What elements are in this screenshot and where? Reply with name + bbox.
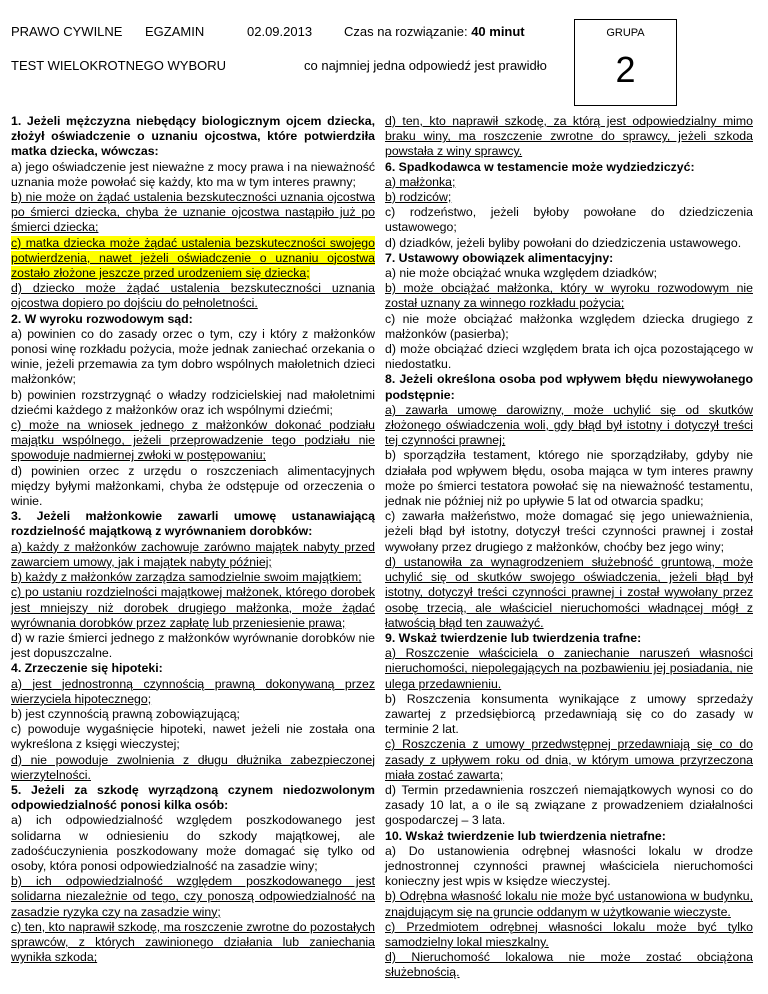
answer-option	[385, 190, 753, 205]
answer-option	[385, 342, 753, 372]
answer-option	[385, 844, 753, 890]
answer-option	[385, 205, 753, 235]
answer-label: b) nie może on żądać ustalenia bezskuteczności uznania ojcostwa po śmierci dziecka, chyba że uznanie ojcostwa nastąpiło już po śmierci dziecka;	[11, 190, 375, 235]
answer-label: a) jest jednostronną czynnością prawną dokonywaną przez wierzyciela hipotecznego;	[11, 676, 375, 706]
answer-label: a) ich odpowiedzialność względem poszkodowanego jest solidarna w odniesieniu do szkody majątkowej, ale zadośćuczynienia poszkodowany może domagać się tylko od osoby, która ponosi odpowiedzialność na zasadzie winy;	[11, 813, 375, 873]
answer-option	[11, 631, 375, 661]
answer-option	[11, 540, 375, 570]
question-text	[385, 631, 753, 646]
answer-option	[11, 464, 375, 510]
answer-label: b) Odrębna własność lokalu nie może być ustanowiona w budynku, znajdującym się na gruncie oddanym w użytkowanie wieczyste.	[385, 889, 753, 919]
answer-option	[385, 646, 753, 692]
answer-option	[385, 403, 753, 449]
answer-option	[11, 327, 375, 388]
answer-option	[11, 585, 375, 631]
answer-option	[385, 555, 753, 631]
course-title: PRAWO CYWILNE	[11, 24, 123, 39]
question-text	[385, 251, 753, 266]
answer-label: c) może na wniosek jednego z małżonków dokonać podziału majątku wspólnego, jeżeli przeprowadzenie tego podziału nie spowoduje nadmiernej zwłoki w postępowaniu;	[11, 418, 375, 463]
answer-label: b) powinien rozstrzygnąć o władzy rodzicielskiej nad małoletnimi dziećmi każdego z małżonków oraz ich wspólnymi dziećmi;	[11, 387, 375, 417]
group-number: 2	[615, 49, 636, 90]
question-label: 2. W wyroku rozwodowym sąd:	[11, 311, 193, 326]
answer-label: d) powinien orzec z urzędu o roszczeniach alimentacyjnych między byłymi małżonkami, chyba że odstępuje od orzeczenia o winie.	[11, 463, 375, 509]
answer-label: c) powoduje wygaśnięcie hipoteki, nawet jeżeli nie została ona wykreślona z księgi wieczystej;	[11, 722, 375, 752]
answer-label: b) jest czynnością prawną zobowiązującą;	[11, 706, 240, 721]
answer-label: c) nie może obciążać małżonka względem dziecka drugiego z małżonków (pasierba);	[385, 311, 753, 341]
answer-label: c) zawarła małżeństwo, może domagać się jego unieważnienia, jeżeli błąd był istotny, dotyczył treści czynności prawnej i został wywołany przez drugiego z małżonków, choćby bez jego winy;	[385, 509, 753, 554]
answer-label: d) nie powoduje zwolnienia z długu dłużnika zabezpieczonej wierzytelności.	[11, 752, 375, 782]
right-column	[385, 114, 753, 981]
answer-label: d) w razie śmierci jednego z małżonków wyrównanie dorobków nie jest dopuszczalne.	[11, 630, 375, 661]
question-label: 5. Jeżeli za szkodę wyrządzoną czynem niedozwolonym odpowiedzialność ponosi kilka osób:	[11, 782, 375, 813]
question-label: 3. Jeżeli małżonkowie zawarli umowę ustanawiającą rozdzielność majątkową z wyrównaniem dorobków:	[11, 509, 375, 539]
answer-option	[11, 753, 375, 783]
answer-option	[385, 783, 753, 829]
question-label: 1. Jeżeli mężczyzna niebędący biologicznym ojcem dziecka, złożył oświadczenie o uznaniu ojcostwa, które potwierdziła matka dziecka, wówczas:	[11, 114, 375, 159]
answer-label: d) Nieruchomość lokalowa nie może zostać obciążona służebnością.	[385, 950, 753, 980]
question-label: 7. Ustawowy obowiązek alimentacyjny:	[385, 250, 614, 265]
answer-label: d) dziadków, jeżeli byliby powołani do dziedziczenia ustawowego.	[385, 235, 742, 250]
answer-label: a) zawarła umowę darowizny, może uchylić się od skutków złożonego oświadczenia woli, gdy błąd był istotny i dotyczył treści tej czynności prawnej;	[385, 402, 753, 448]
answer-label: c) rodzeństwo, jeżeli byłoby powołane do dziedziczenia ustawowego;	[385, 205, 753, 235]
answer-option	[385, 114, 753, 160]
answer-option	[11, 160, 375, 190]
answer-option	[11, 813, 375, 874]
answer-label: d) Termin przedawnienia roszczeń niemajątkowych wynosi co do zasady 10 lat, a o ile są związane z prowadzeniem działalności gospodarczej – 3 lata.	[385, 782, 753, 828]
time-value: 40 minut	[471, 24, 525, 39]
answer-option	[385, 692, 753, 738]
answer-label: a) nie może obciążać wnuka względem dziadków;	[385, 266, 658, 281]
exam-label: EGZAMIN	[145, 24, 205, 39]
question-text	[385, 160, 753, 175]
answer-label: d) ustanowiła za wynagrodzeniem służebność gruntową, może uchylić się od skutków swojego oświadczenia, jeżeli błąd był istotny, dotyczył treści czynności prawnej i został wywołany przez osobę trzecią, ale właściciel nieruchomości władnącej mógł z łatwością błąd ten zauważyć.	[385, 554, 753, 630]
answer-option	[385, 175, 753, 190]
answer-option	[11, 418, 375, 464]
question-text	[11, 661, 375, 676]
question-text	[11, 783, 375, 813]
answer-option	[385, 950, 753, 980]
answer-option	[385, 266, 753, 281]
question-text	[385, 372, 753, 402]
answer-label: a) Do ustanowienia odrębnej własności lokalu w drodze jednostronnej czynności prawnej właściciela nieruchomości konieczny jest wpis w księdze wieczystej.	[385, 843, 753, 889]
answer-option	[385, 312, 753, 342]
question-label: 9. Wskaż twierdzenie lub twierdzenia trafne:	[385, 630, 642, 645]
answer-option	[11, 874, 375, 920]
answer-label: b) rodziców;	[385, 190, 452, 205]
question-text	[11, 509, 375, 539]
answer-option	[11, 190, 375, 236]
answer-label: a) każdy z małżonków zachowuje zarówno majątek nabyty przed zawarciem umowy, jak i majątek nabyty później;	[11, 539, 375, 569]
group-label: GRUPA	[606, 27, 645, 39]
left-column	[11, 114, 375, 965]
answer-label: c) ten, kto naprawił szkodę, ma roszczenie zwrotne do pozostałych sprawców, z których zawinionego działania lub zaniechania wynikła szkoda;	[11, 919, 375, 965]
answer-label: d) może obciążać dzieci względem brata ich ojca pozostającego w niedostatku.	[385, 342, 753, 372]
answer-note: co najmniej jedna odpowiedź jest prawidło	[304, 58, 547, 73]
answer-label: a) małżonka;	[385, 174, 456, 189]
question-text	[11, 114, 375, 160]
answer-label: a) jego oświadczenie jest nieważne z mocy prawa i na nieważność uznania może powołać się każdy, kto ma w tym interes prawny;	[11, 159, 375, 189]
answer-option	[385, 236, 753, 251]
answer-label: d) dziecko może żądać ustalenia bezskuteczności uznania ojcostwa dopiero po dojściu do pełnoletności.	[11, 281, 375, 311]
answer-option	[11, 388, 375, 418]
answer-label: c) Roszczenia z umowy przedwstępnej przedawniają się co do zasady z upływem roku od dnia, w którym umowa przyrzeczona miała zostać zawarta;	[385, 737, 753, 782]
question-label: 6. Spadkodawca w testamencie może wydziedziczyć:	[385, 159, 695, 174]
group-box	[574, 19, 677, 106]
answer-label: a) powinien co do zasady orzec o tym, czy i który z małżonków ponosi winę rozkładu pożycia, może jednak zaniechać orzekania o winie, jeżeli przemawia za tym dobro wspólnych małoletnich dzieci małżonków;	[11, 326, 375, 387]
answer-label: c) po ustaniu rozdzielności majątkowej małżonek, którego dorobek jest mniejszy niż dorobek drugiego małżonka, może żądać wyrównania dorobków przez zapłatę lub przeniesienie prawa;	[11, 585, 375, 630]
answer-option	[11, 570, 375, 585]
time-info	[344, 24, 525, 39]
answer-label: b) każdy z małżonków zarządza samodzielnie swoim majątkiem;	[11, 570, 362, 585]
question-text	[385, 829, 753, 844]
answer-option	[385, 281, 753, 311]
answer-option	[11, 707, 375, 722]
question-label: 4. Zrzeczenie się hipoteki:	[11, 661, 163, 676]
answer-label: b) ich odpowiedzialność względem poszkodowanego jest solidarna niezależnie od tego, czy ponoszą odpowiedzialność na zasadzie ryzyka czy na zasadzie winy;	[11, 874, 375, 919]
answer-option	[385, 737, 753, 783]
time-label: Czas na rozwiązanie:	[344, 24, 468, 39]
answer-label: d) ten, kto naprawił szkodę, za którą jest odpowiedzialny mimo braku winy, ma roszczenie zwrotne do sprawcy, jeżeli szkoda powstała z winy sprawcy.	[385, 114, 753, 159]
answer-label: b) może obciążać małżonka, który w wyroku rozwodowym nie został uznany za winnego rozkładu pożycia;	[385, 281, 753, 311]
answer-option	[11, 920, 375, 966]
answer-option	[385, 509, 753, 555]
question-label: 8. Jeżeli określona osoba pod wpływem błędu niewywołanego podstępnie:	[385, 372, 753, 402]
question-label: 10. Wskaż twierdzenie lub twierdzenia nietrafne:	[385, 828, 666, 843]
question-text	[11, 312, 375, 327]
answer-label: b) Roszczenia konsumenta wynikające z umowy sprzedaży zawartej z przedsiębiorcą przedawniają się co do zasady w terminie 2 lat.	[385, 691, 753, 737]
answer-option	[11, 677, 375, 707]
answer-label: a) Roszczenie właściciela o zaniechanie naruszeń własności nieruchomości, niepolegających na pozbawieniu jej posiadania, nie ulega przedawnieniu.	[385, 646, 753, 691]
answer-option	[385, 889, 753, 919]
answer-label: b) sporządziła testament, którego nie sporządziłaby, gdyby nie działała pod wpływem błędu, osoba mająca w tym interes prawny może po śmierci testatora powołać się na nieważność testamentu, jednak nie później niż po upływie 5 lat od otwarcia spadku;	[385, 448, 753, 509]
answer-option	[385, 920, 753, 950]
answer-label: c) Przedmiotem odrębnej własności lokalu może być tylko samodzielny lokal mieszkalny.	[385, 919, 753, 949]
test-type: TEST WIELOKROTNEGO WYBORU	[11, 58, 227, 73]
exam-date: 02.09.2013	[247, 24, 313, 39]
answer-option	[11, 236, 375, 282]
answer-option	[11, 281, 375, 311]
answer-label: c) matka dziecka może żądać ustalenia bezskuteczności swojego potwierdzenia, nawet jeżeli oświadczenie o uznaniu ojcostwa zostało złożone jeszcze przed urodzeniem się dziecka;	[11, 235, 375, 281]
answer-option	[11, 722, 375, 752]
answer-option	[385, 448, 753, 509]
